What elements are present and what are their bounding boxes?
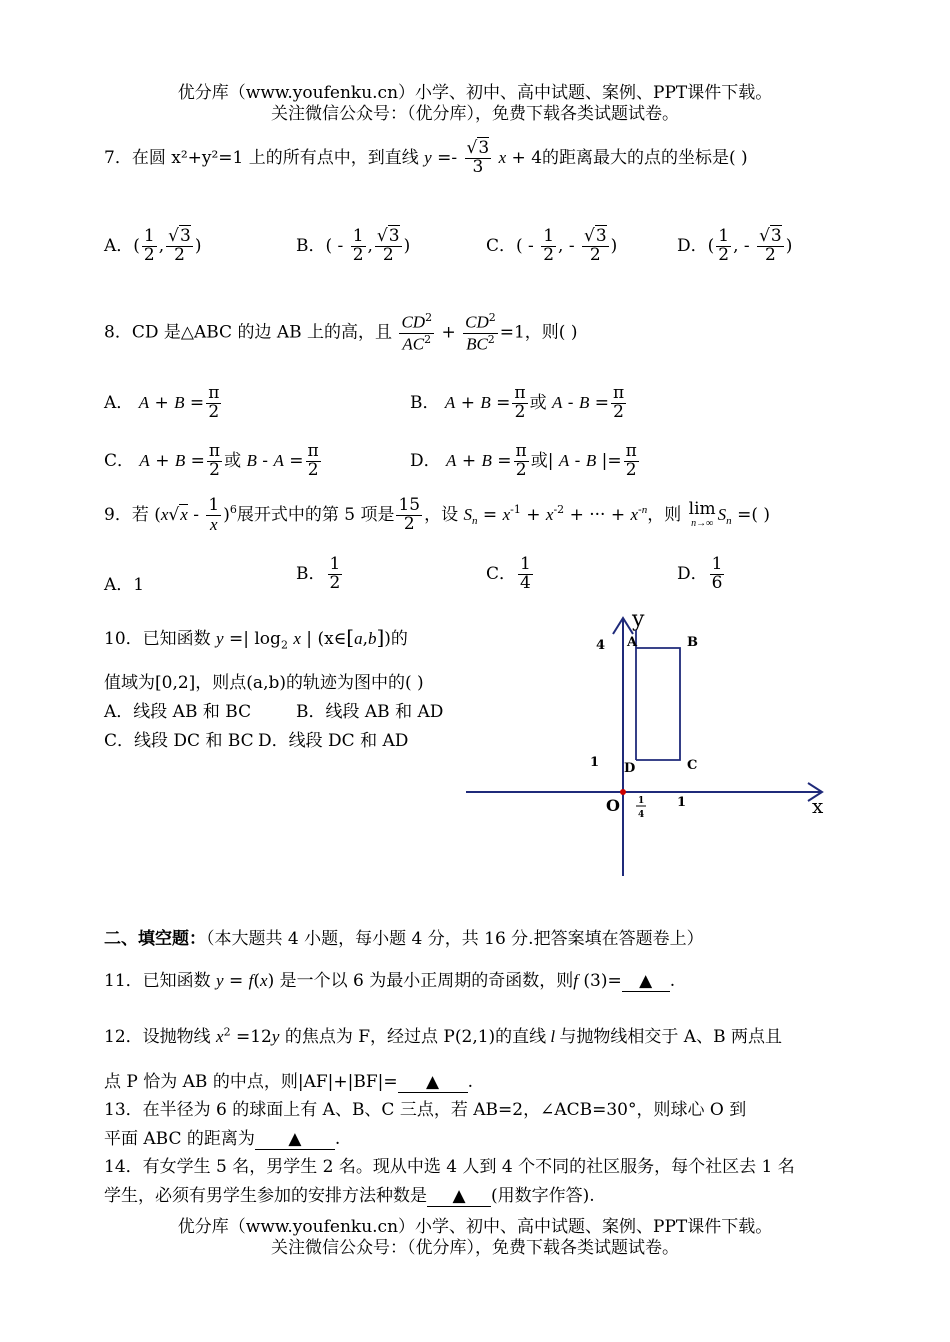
q12-answer-blank[interactable]: ▲ <box>398 1072 468 1093</box>
q10-graph <box>460 600 840 885</box>
q10-option-d: D．线段 DC 和 AD <box>258 731 409 751</box>
question-11: 11．已知函数 y = f(x) 是一个以 6 为最小正周期的奇函数，则f (3)= ▲ . <box>104 971 676 991</box>
question-13: 13．在半径为 6 的球面上有 A、B、C 三点，若 AB=2，∠ACB=30°，则球心 O 到 <box>104 1100 747 1120</box>
tick-quarter-den: 4 <box>638 810 645 820</box>
point-c-label: C <box>687 758 698 773</box>
tick-1-y: 1 <box>590 755 600 770</box>
q8-option-b: B． A + B = $\frac{\pi}{2}$ 或 A - B = $\frac{\pi}{2}$ <box>410 383 625 422</box>
q13-answer-blank[interactable]: ▲ <box>255 1129 335 1150</box>
q11-answer-blank[interactable]: ▲ <box>622 971 670 992</box>
question-14: 14．有女学生 5 名，男学生 2 名。现从中选 4 人到 4 个不同的社区服务，每个社区去 1 名 <box>104 1157 795 1177</box>
q9-option-b: B． $\frac{1}{2}$ <box>296 554 341 593</box>
header-line-2: 关注微信公众号：（优分库），免费下载各类试题试卷。 <box>271 104 679 124</box>
q10-option-b: B．线段 AB 和 AD <box>296 702 444 722</box>
point-d-label: D <box>624 761 636 776</box>
q7-option-d: D．( $\frac{1}{2}$ , - $\frac{√3}{2}$ ) <box>677 226 793 265</box>
point-b-label: B <box>687 635 698 650</box>
q14-answer-blank[interactable]: ▲ <box>427 1186 491 1207</box>
question-8: 8．CD 是△ABC 的边 AB 上的高，且 $\frac{CD^2}{AC^2}$ + $\frac{CD^2}{BC^2}$ =1，则( ) <box>104 311 578 354</box>
y-axis-label: y <box>632 607 645 632</box>
segment-ab-bc-cd <box>636 648 680 760</box>
q14-line-2: 学生，必须有男学生参加的安排方法种数是 ▲ (用数字作答). <box>104 1186 595 1206</box>
tick-4: 4 <box>596 638 606 653</box>
q9-option-c: C． $\frac{1}{4}$ <box>486 554 531 593</box>
q7-option-b: B．( - $\frac{1}{2}$ , $\frac{√3}{2}$ ) <box>296 226 411 265</box>
footer-line-1: 优分库（www.youfenku.cn）小学、初中、高中试题、案例、PPT课件下载。 <box>177 1217 773 1237</box>
q8-option-c: C． A + B = $\frac{\pi}{2}$ 或 B - A = $\frac{\pi}{2}$ <box>104 441 319 480</box>
q7-text-before: 在圆 x²+y²=1 上的所有点中，到直线 <box>131 147 419 168</box>
section-2-title: 二、填空题： <box>104 929 206 949</box>
question-10: 10．已知函数 y =| $\log_2 x$ | (x∈[a,b])的 <box>104 625 408 652</box>
origin-label: O <box>606 796 620 815</box>
question-9: 9．若 (x√x - $\frac{1}{x}$ )$^6$展开式中的第 5 项是 $\frac{15}{2}$ ，设 $S_n = x^{-1} + x^{-2}$ + ··· + $x^{-n}$，则 lim n→∞ $S_n$ =( ) <box>104 495 770 534</box>
q7-text-after: 的距离最大的点的坐标是( ) <box>542 147 748 168</box>
question-7: 7．在圆 x²+y²=1 上的所有点中，到直线 y =- $\frac{√3}{3}$ x + 4的距离最大的点的坐标是( ) <box>104 138 748 177</box>
section-2-heading <box>104 924 704 949</box>
q8-option-d: D． A + B = $\frac{\pi}{2}$ 或| A - B |= $\frac{\pi}{2}$ <box>410 441 637 480</box>
tick-quarter-num: 1 <box>638 796 645 806</box>
section-2-desc: （本大题共 4 小题，每小题 4 分，共 16 分.把答案填在答题卷上） <box>206 929 704 949</box>
q13-line-2: 平面 ABC 的距离为 ▲ . <box>104 1129 341 1149</box>
q7-option-a: A．( $\frac{1}{2}$ , $\frac{√3}{2}$ ) <box>104 226 202 265</box>
q10-option-a: A．线段 AB 和 BC <box>104 702 252 722</box>
q7-number: 7． <box>104 147 132 168</box>
q7-option-c: C．( - $\frac{1}{2}$ , - $\frac{√3}{2}$ ) <box>486 226 618 265</box>
q10-option-c: C．线段 DC 和 BC <box>104 731 254 751</box>
question-12: 12．设抛物线 $x^2 =12y$ 的焦点为 F，经过点 P(2,1)的直线 l 与抛物线相交于 A、B 两点且 <box>104 1025 782 1047</box>
header-line-1: 优分库（www.youfenku.cn）小学、初中、高中试题、案例、PPT课件下载。 <box>177 83 773 103</box>
x-axis-label: x <box>812 794 824 818</box>
q9-option-d: D． $\frac{1}{6}$ <box>677 554 723 593</box>
q9-option-a: A．1 <box>104 575 145 595</box>
q8-option-a: A． A + B = $\frac{\pi}{2}$ <box>104 383 220 422</box>
tick-1-x: 1 <box>677 795 687 810</box>
point-a-label: A <box>627 635 638 650</box>
q10-line-2: 值域为[0,2]，则点(a,b)的轨迹为图中的( ) <box>104 673 424 693</box>
q12-line-2: 点 P 恰为 AB 的中点，则|AF|+|BF|= ▲ . <box>104 1072 473 1092</box>
footer-line-2: 关注微信公众号：（优分库），免费下载各类试题试卷。 <box>271 1238 679 1258</box>
origin-point <box>620 789 626 795</box>
